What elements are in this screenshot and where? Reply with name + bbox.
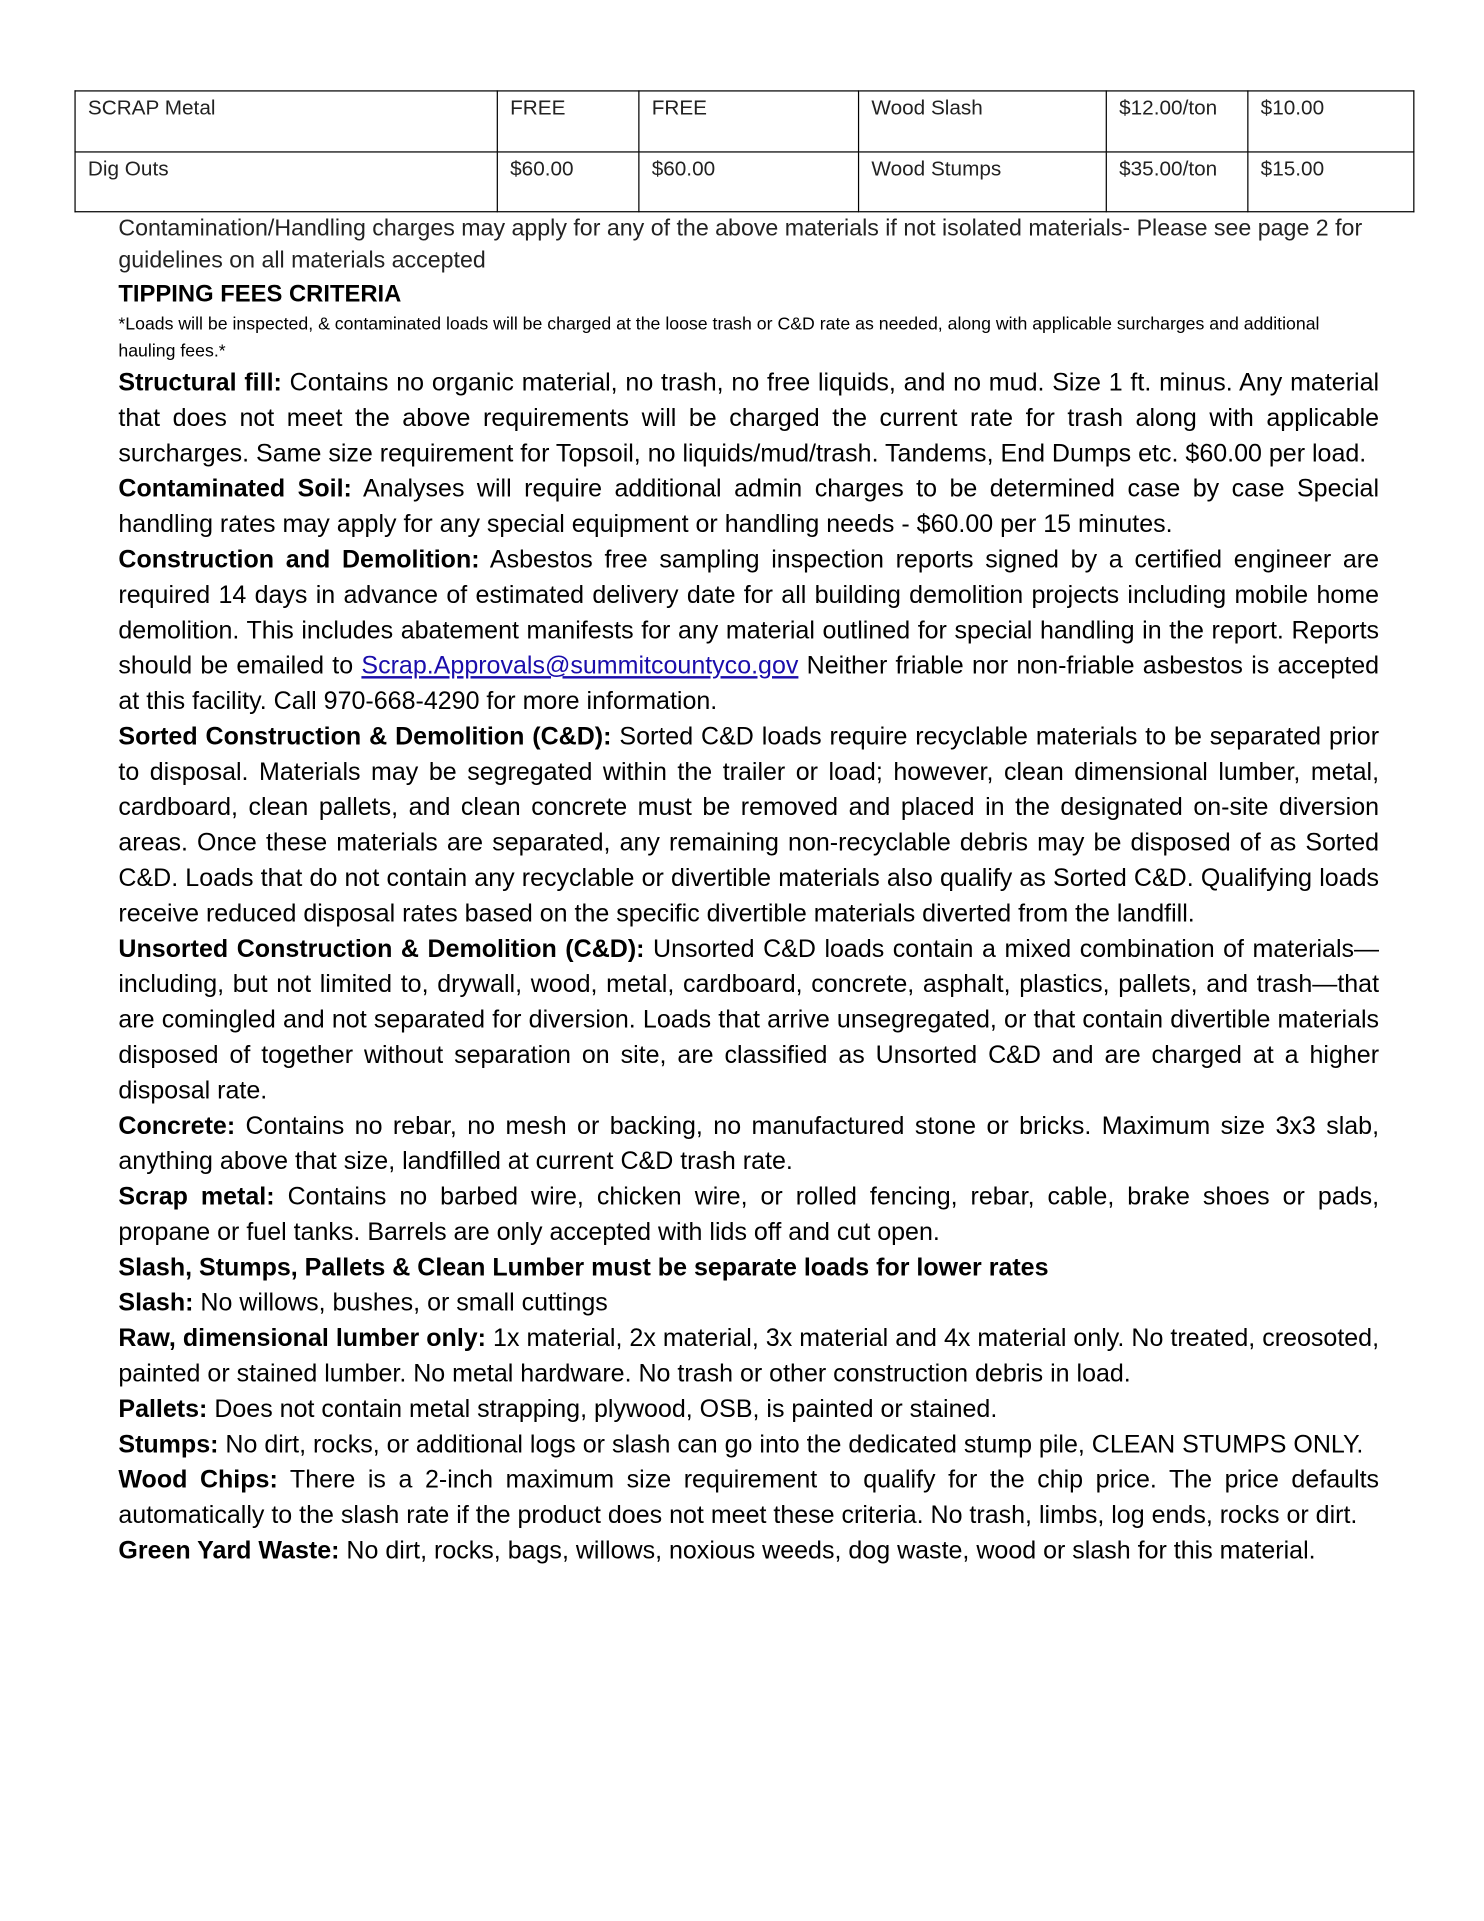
criterion-text: No dirt, rocks, bags, willows, noxious weeds, dog waste, wood or slash for this material. xyxy=(339,1536,1316,1565)
criterion-text: Unsorted C&D loads contain a mixed combination of materials—including, but not limited to, drywall, wood, metal, cardboard, concrete, asphalt, plastics, pallets, and trash—that are comingled and not separated for diversion. Loads that arrive unsegregated, or that contain divertible materials disposed of together without separation on site, are classified as Unsorted C&D and are charged at a higher disposal rate. xyxy=(118,934,1380,1105)
criterion-wood-chips xyxy=(118,1462,1379,1533)
criterion-text: Asbestos free sampling inspection reports signed by a certified engineer are required 14 days in advance of estimated delivery date for all building demolition projects including mobile home demolition. This includes abatement manifests for any material outlined for special handling in the report. Reports should be emailed to xyxy=(118,545,1380,680)
rates-table xyxy=(74,90,1414,212)
criterion-stumps xyxy=(118,1427,1379,1462)
rate-cell: $12.00/ton xyxy=(1106,91,1248,152)
criterion-label: Wood Chips: xyxy=(118,1465,278,1494)
material-cell: Dig Outs xyxy=(75,152,497,212)
rate-cell: $60.00 xyxy=(639,152,859,212)
rate-cell: $10.00 xyxy=(1248,91,1414,152)
section-heading: TIPPING FEES CRITERIA xyxy=(118,280,402,308)
criterion-text: Sorted C&D loads require recyclable materials to be separated prior to disposal. Materials may be segregated within the trailer or load; however, clean dimensional lumber, metal, cardboard, clean pallets, and clean concrete must be removed and placed in the designated on-site diversion areas. Once these materials are separated, any remaining non-recyclable debris may be disposed of as Sorted C&D. Loads that do not contain any recyclable or divertible materials also qualify as Sorted C&D. Qualifying loads receive reduced disposal rates based on the specific divertible materials diverted from the landfill. xyxy=(118,722,1380,928)
criterion-structural-fill xyxy=(118,365,1379,471)
rate-cell: $15.00 xyxy=(1248,152,1414,212)
criterion-unsorted-cd xyxy=(118,931,1379,1108)
criterion-text: Contains no barbed wire, chicken wire, or rolled fencing, rebar, cable, brake shoes or pads, propane or fuel tanks. Barrels are only accepted with lids off and cut open. xyxy=(118,1182,1380,1247)
rate-cell: $60.00 xyxy=(497,152,639,212)
criterion-label: Green Yard Waste: xyxy=(118,1536,340,1565)
criterion-text: No willows, bushes, or small cuttings xyxy=(193,1288,608,1317)
email-link[interactable]: Scrap.Approvals@summitcountyco.gov xyxy=(361,651,799,680)
separate-loads-note: Slash, Stumps, Pallets & Clean Lumber must be separate loads for lower rates xyxy=(118,1253,1049,1282)
criterion-label: Slash: xyxy=(118,1288,194,1317)
criterion-pallets xyxy=(118,1391,1379,1426)
material-cell: SCRAP Metal xyxy=(75,91,497,152)
contamination-note: Contamination/Handling charges may apply for any of the above materials if not isolated materials- Please see page 2 for guidelines on all materials accepted xyxy=(118,216,1363,274)
criteria-section xyxy=(118,214,1379,1569)
criterion-construction-demolition xyxy=(118,542,1379,719)
criterion-lumber xyxy=(118,1320,1379,1391)
criterion-text: Neither friable nor non-friable asbestos is accepted at this facility. Call 970-668-4290 for more information. xyxy=(118,651,1380,716)
criterion-label: Sorted Construction & Demolition (C&D): xyxy=(118,722,612,751)
criterion-text: No dirt, rocks, or additional logs or slash can go into the dedicated stump pile, CLEAN STUMPS ONLY. xyxy=(218,1430,1364,1459)
criterion-text: 1x material, 2x material, 3x material and 4x material only. No treated, creosoted, painted or stained lumber. No metal hardware. No trash or other construction debris in load. xyxy=(118,1324,1380,1388)
criterion-text: Contains no organic material, no trash, no free liquids, and no mud. Size 1 ft. minus. Any material that does not meet the above requirements will be charged the current rate for trash along with applicable surcharges. Same size requirement for Topsoil, no liquids/mud/trash. Tandems, End Dumps etc. $60.00 per load. xyxy=(118,368,1380,468)
criterion-scrap-metal xyxy=(118,1179,1379,1250)
criterion-label: Concrete: xyxy=(118,1111,236,1140)
criterion-label: Stumps: xyxy=(118,1430,219,1459)
criterion-green-yard-waste xyxy=(118,1533,1379,1568)
criterion-label: Pallets: xyxy=(118,1394,208,1423)
criterion-label: Raw, dimensional lumber only: xyxy=(118,1324,487,1353)
rate-cell: FREE xyxy=(639,91,859,152)
rate-cell: FREE xyxy=(497,91,639,152)
criterion-label: Contaminated Soil: xyxy=(118,474,352,503)
material-cell: Wood Stumps xyxy=(859,152,1107,212)
criterion-label: Construction and Demolition: xyxy=(118,545,480,574)
criterion-label: Structural fill: xyxy=(118,368,282,397)
criterion-text: Analyses will require additional admin charges to be determined case by case Special handling rates may apply for any special equipment or handling needs - $60.00 per 15 minutes. xyxy=(118,474,1380,539)
criterion-sorted-cd xyxy=(118,719,1379,931)
material-cell: Wood Slash xyxy=(859,91,1107,152)
rate-cell: $35.00/ton xyxy=(1106,152,1248,212)
criterion-text: Contains no rebar, no mesh or backing, no manufactured stone or bricks. Maximum size 3x3 slab, anything above that size, landfilled at current C&D trash rate. xyxy=(118,1111,1380,1176)
criterion-text: Does not contain metal strapping, plywood, OSB, is painted or stained. xyxy=(207,1394,998,1423)
inspection-note: *Loads will be inspected, & contaminated loads will be charged at the loose trash or C&D rate as needed, along with applicable surcharges and additional hauling fees.* xyxy=(118,314,1320,362)
table-row xyxy=(75,152,1414,212)
criterion-contaminated-soil xyxy=(118,471,1379,542)
criterion-label: Scrap metal: xyxy=(118,1182,275,1211)
table-row xyxy=(75,91,1414,152)
criterion-concrete xyxy=(118,1108,1379,1179)
criterion-label: Unsorted Construction & Demolition (C&D): xyxy=(118,934,645,963)
criterion-text: There is a 2-inch maximum size requirement to qualify for the chip price. The price defaults automatically to the slash rate if the product does not meet these criteria. No trash, limbs, log ends, rocks or dirt. xyxy=(118,1465,1380,1530)
criterion-slash xyxy=(118,1285,1379,1320)
